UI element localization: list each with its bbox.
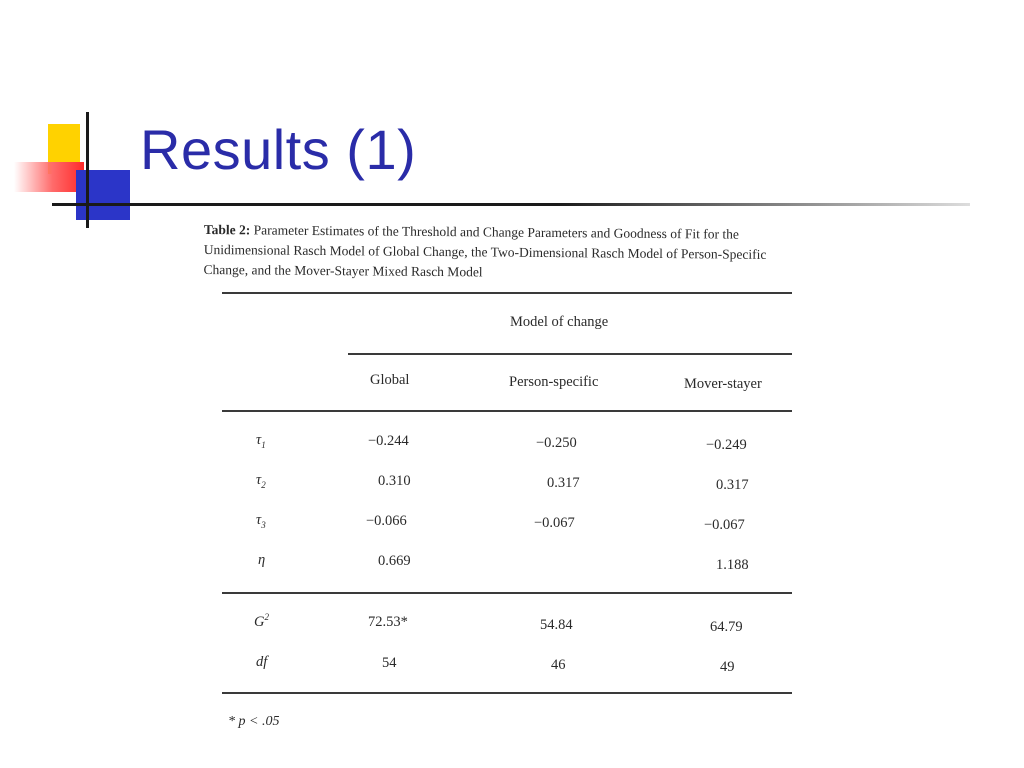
cell-global: 0.310 [378, 473, 411, 489]
cell-person-specific: 54.84 [540, 617, 573, 633]
fit-rule [222, 592, 792, 594]
decor-vertical-line [86, 112, 89, 228]
spanner-rule [348, 353, 792, 355]
cell-global: 0.669 [378, 553, 411, 569]
column-header-person-specific: Person-specific [509, 374, 599, 390]
table-caption [203, 220, 814, 285]
cell-global: −0.066 [366, 513, 407, 529]
top-rule [222, 292, 792, 294]
spanner-header: Model of change [510, 314, 609, 330]
cell-mover-stayer: 1.188 [716, 557, 749, 573]
table-footnote: * p < .05 [228, 714, 280, 729]
row-label-tau1: $\tau_1$ [256, 432, 266, 450]
decor-blue-block [76, 170, 130, 220]
header-rule [222, 410, 792, 412]
cell-person-specific: 46 [551, 657, 566, 673]
row-label-tau2: $\tau_2$ [256, 472, 266, 490]
column-header-global: Global [370, 372, 410, 388]
cell-global: 72.53* [368, 614, 408, 630]
row-label-tau3: $\tau_3$ [256, 512, 266, 530]
scanned-table [198, 214, 818, 754]
slide-title: Results (1) [140, 118, 417, 181]
cell-global: 54 [382, 655, 397, 671]
column-header-mover-stayer: Mover-stayer [684, 376, 762, 392]
cell-mover-stayer: −0.249 [706, 437, 747, 453]
decor-red-bar [14, 162, 84, 192]
caption-label: Table 2: [203, 221, 251, 238]
cell-global: −0.244 [368, 433, 409, 449]
cell-mover-stayer: −0.067 [704, 517, 745, 533]
cell-person-specific: −0.067 [534, 515, 575, 531]
bottom-rule [222, 692, 792, 694]
row-label-df: df [256, 654, 268, 670]
caption-text: Parameter Estimates of the Threshold and Change Parameters and Goodness of Fit for the Unidimensional Rasch Model of Global Change, the Two-Dimensional Rasch Model of Person-Specific Change, and the Mover-Stayer Mixed Rasch Model [203, 222, 767, 280]
cell-person-specific: −0.250 [536, 435, 577, 451]
cell-mover-stayer: 64.79 [710, 619, 743, 635]
row-label-g2: $G^2$ [254, 612, 269, 630]
cell-person-specific: 0.317 [547, 475, 580, 491]
title-underline [52, 203, 970, 206]
row-label-eta: η [258, 552, 266, 568]
cell-mover-stayer: 49 [720, 659, 735, 675]
cell-mover-stayer: 0.317 [716, 477, 749, 493]
